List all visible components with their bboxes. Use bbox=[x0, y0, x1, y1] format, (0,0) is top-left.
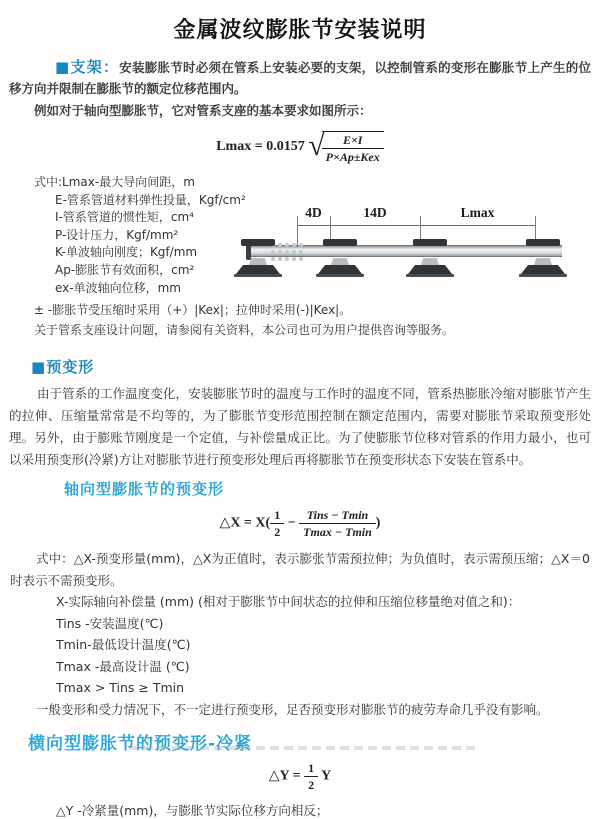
definition-line: P-设计压力，Kgf/mm² bbox=[55, 227, 179, 242]
section-marker-icon: ■ bbox=[31, 358, 47, 377]
lateral-formula-lhs: △Y = bbox=[268, 769, 301, 785]
lmax-formula-lhs: Lmax = 0.0157 bbox=[216, 139, 305, 155]
minus-operator: − bbox=[287, 516, 296, 532]
lmax-formula-fraction bbox=[322, 131, 384, 164]
lateral-predeform-formula bbox=[0, 761, 600, 793]
definition-line: K-单波轴向刚度；Kgf/mm bbox=[55, 245, 198, 260]
pipe-support bbox=[519, 238, 567, 278]
axial-variable-line: X-实际轴向补偿量 (mm) (相对于膨胀节中间状态的拉伸和压缩位移量绝对值之和)： bbox=[56, 594, 521, 610]
lateral-note-line: △Y -冷紧量(mm)，与膨胀节实际位移方向相反； bbox=[56, 803, 329, 819]
square-root-icon: √ bbox=[308, 129, 325, 162]
dimension-label-4d: 4D bbox=[305, 205, 322, 220]
plus-minus-note: ± -膨胀节受压缩时采用（+）|Kex|；拉伸时采用(-)|Kex|。 bbox=[34, 303, 352, 318]
support-heading-label: 支架： bbox=[70, 58, 120, 76]
axial-variable-line: Tmax -最高设计温 (℃) bbox=[56, 658, 190, 674]
axial-predeform-formula bbox=[0, 508, 600, 540]
cutoff-text-sliver bbox=[130, 746, 480, 750]
temperature-fraction: $\frac{\text{Tins − Tmin}}{Tmax - Tmin}$ bbox=[299, 508, 376, 539]
axial-formula-explanation: 式中：△X-预变形量(mm)，△X为正值时，表示膨张节需预拉伸；为负值时，表示需预压缩；△X＝0时表示不需预变形。 bbox=[10, 551, 590, 588]
one-half-fraction: $\frac{1}{2}$ bbox=[270, 508, 284, 539]
axial-formula-close-paren: ) bbox=[375, 516, 381, 532]
dimension-line bbox=[297, 225, 535, 226]
axial-variable-line: Tmax > Tins ≥ Tmin bbox=[56, 680, 185, 696]
pipe-support bbox=[406, 238, 454, 278]
axial-formula-lhs: △X = X( bbox=[219, 516, 271, 532]
lmax-formula bbox=[0, 130, 600, 168]
section-marker-icon: ■ bbox=[55, 58, 71, 76]
predeform-body-paragraph: 由于管系的工作温度变化，安装膨胀节时的温度与工作时的温度不同，管系热膨胀冷缩对膨胀节产生的拉伸、压缩量常常是不均等的，为了膨胀节变形范围控制在额定范围内，需要对膨胀节采取预变形处理。另外，由于膨账节刚度是一个定值，与补偿量成正比。为了使膨胀节位移对管系的作用力最小，也可以采用预变形(冷紧)方让对膨胀节进行预变形处理后再将膨胀节在预变形状态下安装在管系中。 bbox=[9, 386, 591, 467]
page-title: 金属波纹膨胀节安装说明 bbox=[173, 18, 427, 43]
support-intro-paragraph bbox=[9, 57, 591, 99]
lmax-fraction-numerator: E×I bbox=[322, 133, 384, 149]
pipe-support bbox=[316, 238, 364, 278]
lateral-subheading: 横向型膨胀节的预变形-冷紧 bbox=[28, 734, 253, 755]
axial-subheading: 轴向型膨胀节的预变形 bbox=[64, 480, 225, 499]
axial-variable-line: Tins -安装温度(℃) bbox=[56, 615, 164, 631]
definition-line: 式中:Lmax-最大导向间距，m bbox=[34, 175, 195, 189]
predeform-heading-label: 预变形 bbox=[46, 358, 95, 377]
axial-variable-list bbox=[56, 591, 600, 699]
document-page bbox=[0, 13, 600, 819]
axial-note-line: 一般变形和受力情况下，不一定进行预变形，足否预变形对膨胀节的疲劳寿命几乎没有影响。 bbox=[36, 701, 549, 717]
lateral-formula-rhs: Y bbox=[321, 769, 332, 785]
dimension-label-lmax: Lmax bbox=[460, 205, 495, 220]
pipe-support-diagram bbox=[245, 205, 597, 297]
support-intro-text: 安装膨胀节时必须在管系上安装必要的支架，以控制管系的变形在膨胀节上产生的位移方向并限制在膨胀节的额定位移范围内。 bbox=[9, 60, 591, 96]
definition-line: Ap-膨胀节有效面积，cm² bbox=[55, 262, 195, 277]
consulting-note: 关于管系支座设计问题，请参阅有关资料，本公司也可为用户提供咨询等服务。 bbox=[34, 323, 455, 338]
one-half-fraction: $\frac{1}{2}$ bbox=[304, 761, 318, 792]
dimension-label-14d: 14D bbox=[363, 205, 387, 220]
definition-line: E-管系管道材料弹性投量，Kgf/cm² bbox=[55, 192, 246, 207]
support-section-header bbox=[55, 58, 119, 76]
definition-line: ex-单波轴向位移，mm bbox=[55, 280, 181, 295]
anchor-support bbox=[234, 238, 282, 278]
predeform-section-header bbox=[31, 356, 600, 377]
support-example-line: 例如对于轴向型膨胀节，它对管系支座的基本要求如图所示： bbox=[34, 103, 372, 118]
lmax-fraction-denominator: P×Ap±Kex bbox=[325, 149, 380, 164]
axial-variable-line: Tmin-最低设计温度(℃) bbox=[56, 637, 191, 653]
definition-line: I-管系管道的惯性矩，cm⁴ bbox=[55, 210, 194, 225]
